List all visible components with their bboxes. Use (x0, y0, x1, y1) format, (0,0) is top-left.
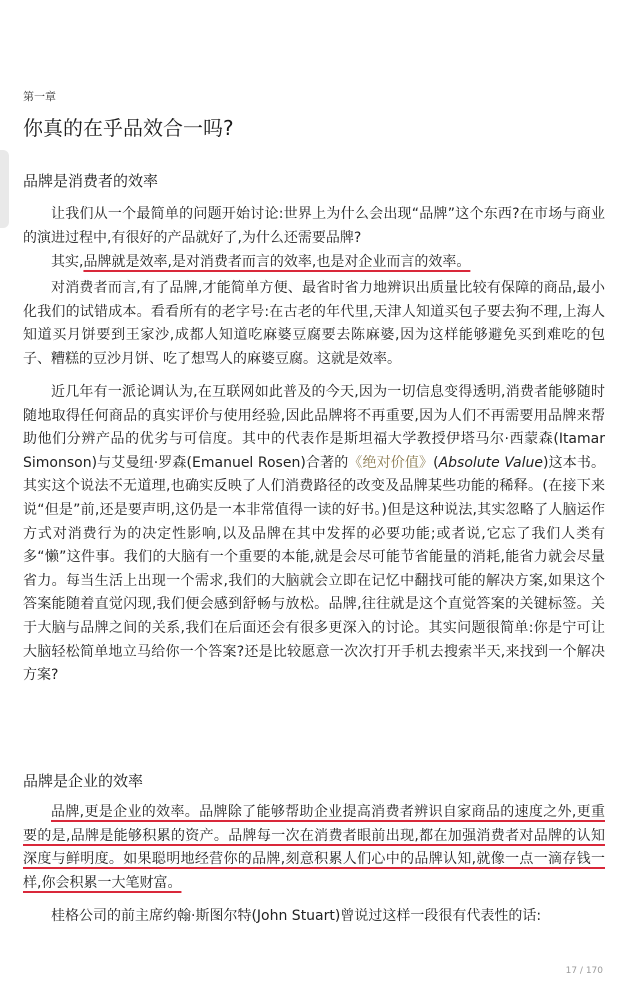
section-title-consumer-efficiency: 品牌是消费者的效率 (23, 172, 159, 190)
paragraph-consumer: 对消费者而言,有了品牌,才能简单方便、最省时省力地辨识出质量比较有保障的商品,最小化我们的试错成本。看看所有的老字号:在古老的年代里,天津人知道买包子要去狗不理,上海人知道买月饼要到王家沙,成都人知道吃麻婆豆腐要去陈麻婆,因为这样能够避免买到难吃的包子、糟糕的豆沙月饼、吃了想骂人的麻婆豆腐。这就是效率。 (23, 280, 605, 367)
paragraph-quote-intro: 桂格公司的前主席约翰·斯图尔特(John Stuart)曾说过这样一段很有代表性的话: (51, 908, 542, 924)
scroll-edge-indicator[interactable] (0, 150, 9, 228)
paragraph-text: 近几年有一派论调认为,在互联网如此普及的今天,因为一切信息变得透明,消费者能够随时随地取得任何商品的真实评价与使用经验,因此品牌将不再重要,因为人们不再需要用品牌来帮助他们分辨产品的优劣与可信度。其中的代表作是斯坦福大学教授伊塔马尔·西蒙森(Itamar Simonson)与艾曼纽·罗森(Emanuel Rosen)合著的 (23, 384, 605, 471)
paragraph-lead: 其实, (51, 254, 84, 270)
underlined-highlight: 品牌,更是企业的效率。品牌除了能够帮助企业提高消费者辨识自家商品的速度之外,更重要的是,品牌是能够积累的资产。品牌每一次在消费者眼前出现,都在加强消费者对品牌的认知深度与鲜明度。如果聪明地经营你的品牌,刻意积累人们心中的品牌认知,就像一点一滴存钱一样,你会积累一大笔财富。 (23, 804, 605, 891)
chapter-title: 你真的在乎品效合一吗? (23, 116, 234, 140)
paragraph-absolute-value (23, 381, 605, 688)
paragraph-question: 让我们从一个最简单的问题开始讨论:世界上为什么会出现“品牌”这个东西?在市场与商业的演进过程中,有很好的产品就好了,为什么还需要品牌? (23, 206, 605, 246)
chapter-label: 第一章 (23, 90, 56, 103)
section-title-enterprise-efficiency: 品牌是企业的效率 (23, 772, 144, 790)
underlined-highlight: 品牌就是效率,是对消费者而言的效率,也是对企业而言的效率。 (83, 254, 471, 270)
page-indicator: 17 / 170 (565, 966, 603, 976)
paragraph-enterprise (23, 801, 605, 895)
paragraph-text: ( (433, 454, 439, 471)
book-link[interactable]: 《绝对价值》 (348, 454, 434, 471)
paragraph-brand-is-efficiency (23, 251, 605, 275)
paragraph-text: )这本书。其实这个说法不无道理,也确实反映了人们消费路径的改变及品牌某些功能的稀释。(在接下来说“但是”前,还是要声明,这仍是一本非常值得一读的好书。)但是这种说法,其实忽略了人脑运作方式对消费行为的决定性影响,以及品牌在其中发挥的必要功能;或者说,它忘了我们人类有多“懒”这件事。我们的大脑有一个重要的本能,就是会尽可能节省能量的消耗,能省力就会尽量省力。每当生活上出现一个需求,我们的大脑就会立即在记忆中翻找可能的解决方案,如果这个答案能随着直觉闪现,我们便会感到舒畅与放松。品牌,往往就是这个直觉答案的关键标签。关于大脑与品牌之间的关系,我们在后面还会有很多更深入的讨论。其实问题很简单:你是宁可让大脑轻松简单地立马给你一个答案?还是比较愿意一次次打开手机去搜索半天,来找到一个解决方案? (23, 454, 605, 684)
book-title-italic: Absolute Value (438, 454, 543, 471)
